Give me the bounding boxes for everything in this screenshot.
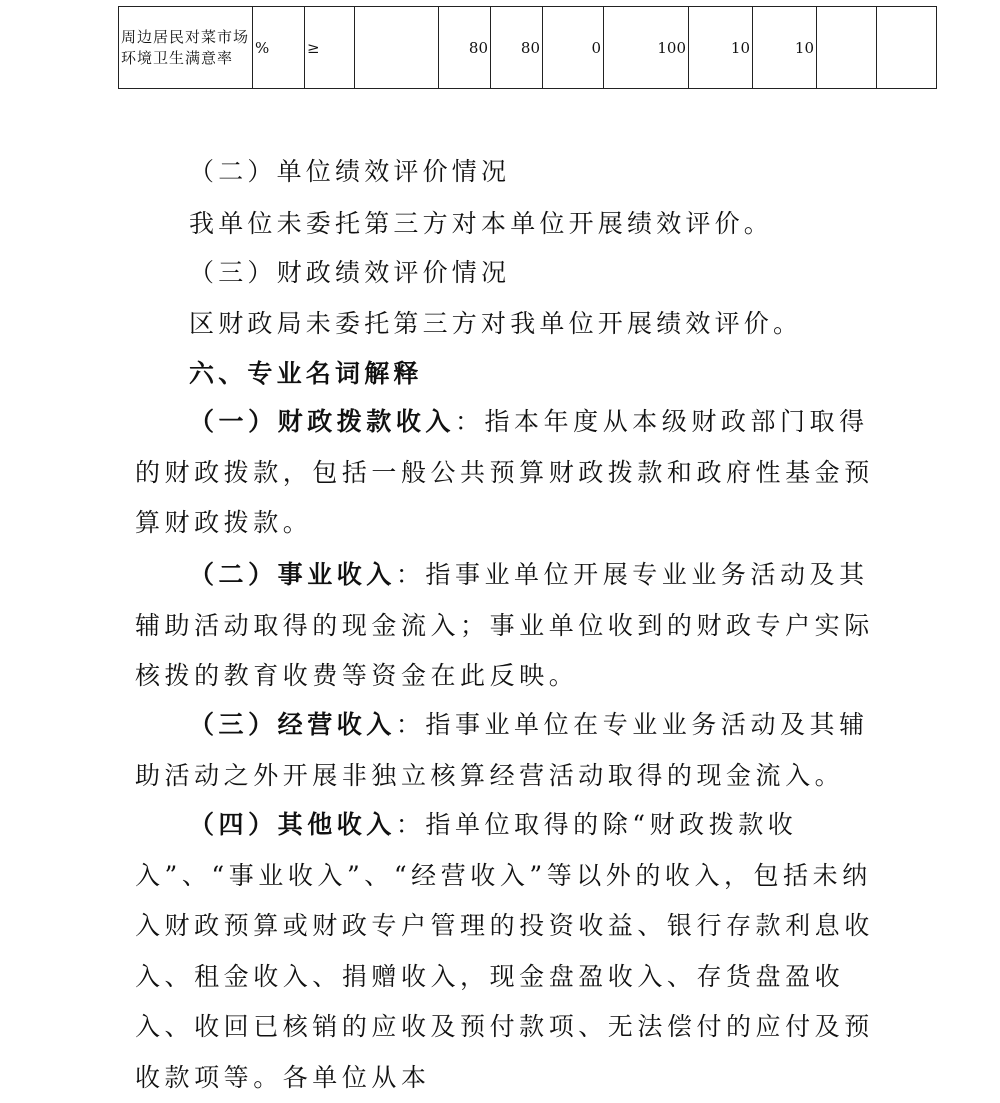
value-cell-2: 80 bbox=[439, 7, 491, 89]
operator-cell: ≥ bbox=[305, 7, 355, 89]
glossary-definition: ：指单位取得的除“财政拨款收入”、“事业收入”、“经营收入”等以外的收入，包括未纳入财政预算或财政专户管理的投资收益、银行存款利息收入、租金收入、捐赠收入，现金盘盈收入、存货盘盈收入、收回已核销的应收及预付款项、无法偿付的应付及预收款项等。各单位从本 bbox=[135, 810, 874, 1092]
table-row bbox=[119, 7, 937, 89]
glossary-item-4 bbox=[135, 800, 877, 1103]
indicator-name-cell: 周边居民对菜市场环境卫生满意率 bbox=[119, 7, 253, 89]
unit-eval-text: 我单位未委托第三方对本单位开展绩效评价。 bbox=[189, 209, 774, 238]
glossary-term: （四）其他收入 bbox=[189, 810, 396, 839]
glossary-term: （三）经营收入 bbox=[189, 710, 396, 739]
glossary-term: （二）事业收入 bbox=[189, 560, 396, 589]
value-cell-5: 100 bbox=[604, 7, 689, 89]
glossary-item-2 bbox=[135, 550, 877, 702]
value-cell-8 bbox=[817, 7, 877, 89]
performance-indicator-table bbox=[118, 6, 937, 89]
value-cell-3: 80 bbox=[491, 7, 543, 89]
glossary-definition: ：指本年度从本级财政部门取得的财政拨款，包括一般公共预算财政拨款和政府性基金预算财政拨款。 bbox=[135, 407, 874, 537]
glossary-definition: ：指事业单位在专业业务活动及其辅助活动之外开展非独立核算经营活动取得的现金流入。 bbox=[135, 710, 869, 790]
value-cell-9 bbox=[877, 7, 937, 89]
glossary-item-1 bbox=[135, 397, 877, 549]
value-cell-4: 0 bbox=[543, 7, 604, 89]
unit-cell: % bbox=[253, 7, 305, 89]
finance-eval-heading: （三）财政绩效评价情况 bbox=[189, 258, 511, 287]
finance-eval-text: 区财政局未委托第三方对我单位开展绩效评价。 bbox=[189, 309, 803, 338]
glossary-definition: ：指事业单位开展专业业务活动及其辅助活动取得的现金流入；事业单位收到的财政专户实际核拨的教育收费等资金在此反映。 bbox=[135, 560, 874, 690]
unit-eval-heading: （二）单位绩效评价情况 bbox=[189, 157, 511, 186]
value-cell-1 bbox=[355, 7, 439, 89]
glossary-item-3 bbox=[135, 700, 877, 801]
value-cell-7: 10 bbox=[753, 7, 817, 89]
value-cell-6: 10 bbox=[689, 7, 753, 89]
glossary-term: （一）财政拨款收入 bbox=[189, 407, 455, 436]
glossary-heading: 六、专业名词解释 bbox=[189, 359, 423, 388]
